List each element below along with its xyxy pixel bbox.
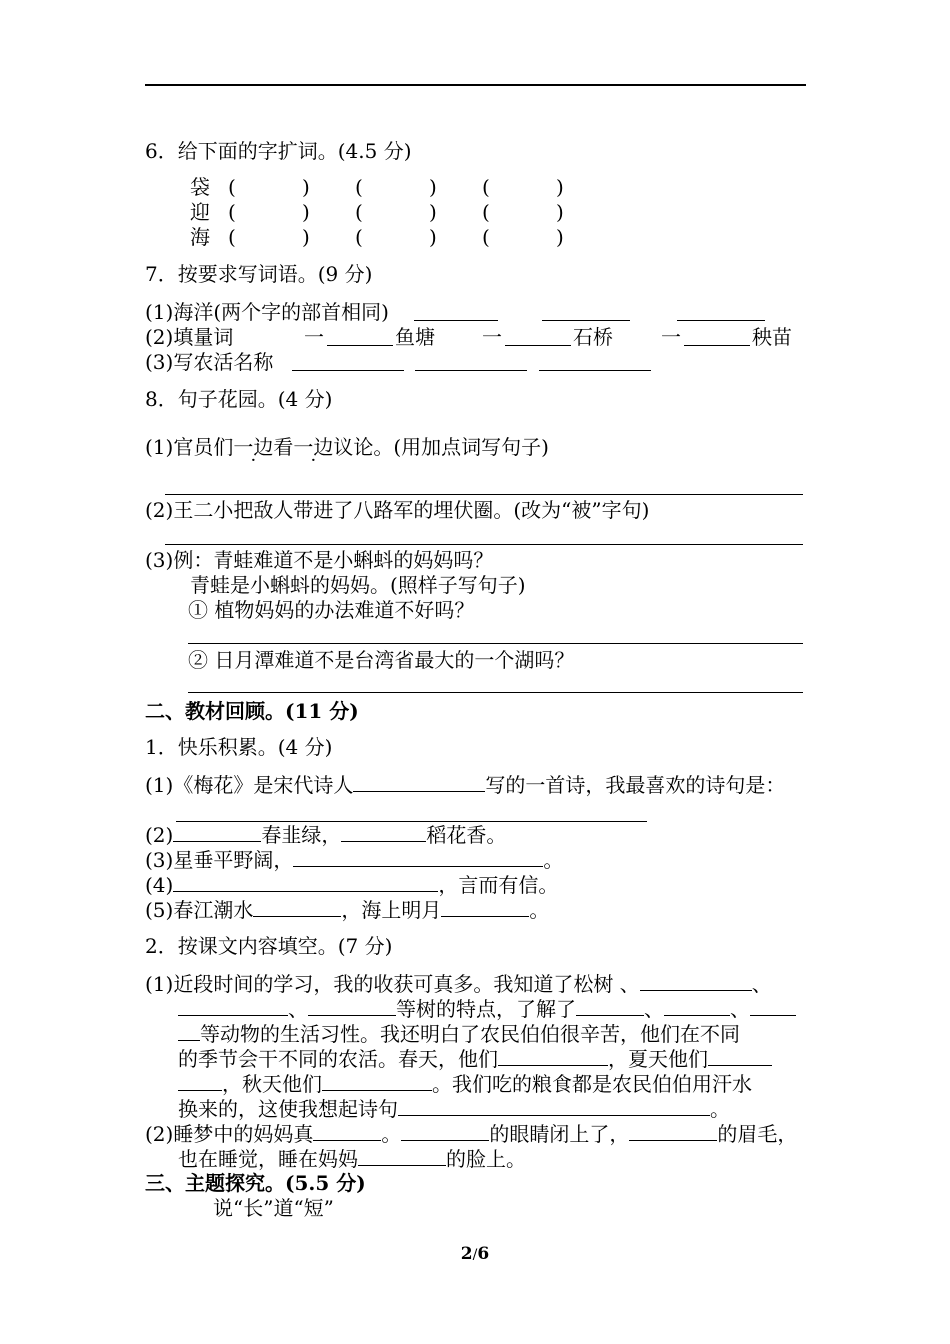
answer-blank[interactable] (358, 1147, 446, 1166)
paren-close: ) (302, 175, 310, 199)
text: 写的一首诗，我最喜欢的诗句是： (485, 773, 786, 797)
paren-open: ( (355, 200, 363, 224)
q8-sentence-2: (2)王二小把敌人带进了八路军的埋伏圈。(改为“被”字句) (145, 498, 650, 522)
text: (1)近段时间的学习，我的收获可真多。我知道了松树 、 (145, 972, 640, 996)
answer-blank[interactable] (750, 997, 796, 1016)
paren-open: ( (228, 225, 236, 249)
answer-line[interactable] (165, 544, 803, 545)
paren-close: ) (302, 200, 310, 224)
text: ，言而有信。 (438, 873, 559, 897)
paren-close: ) (302, 225, 310, 249)
text: 、 (288, 997, 308, 1021)
answer-blank[interactable] (684, 345, 750, 346)
answer-blank[interactable] (498, 1047, 608, 1066)
measure-yi: 一 (304, 325, 324, 349)
sec2-q1-line-4 (145, 873, 558, 897)
section-3-subtitle: 说“长”道“短” (213, 1196, 334, 1220)
text: 换来的，这使我想起诗句 (178, 1097, 398, 1121)
answer-line[interactable] (165, 494, 803, 495)
sec2-q1-title: 1．快乐积累。(4 分) (145, 735, 333, 759)
q7-line-3: (3)写农活名称 (145, 350, 274, 374)
text: (4) (145, 873, 174, 897)
answer-blank[interactable] (401, 1122, 489, 1141)
text: 的脸上。 (446, 1147, 526, 1171)
sec2-q1-line-1 (145, 773, 785, 797)
measure-yi: 一 (661, 325, 681, 349)
q8-sentence-3-model: 青蛙是小蝌蚪的妈妈。(照样子写句子) (190, 573, 526, 597)
q6-char: 袋 (190, 175, 210, 199)
answer-blank[interactable] (178, 1072, 222, 1091)
text: 看 (273, 435, 294, 459)
paren-open: ( (482, 225, 490, 249)
q6-char: 迎 (190, 200, 210, 224)
paren-close: ) (429, 175, 437, 199)
sec2-q2-sentence-2-cont (178, 1147, 526, 1171)
answer-blank[interactable] (178, 1022, 200, 1041)
text: ，海上明月 (341, 898, 442, 922)
measure-noun: 石桥 (573, 325, 613, 349)
answer-line[interactable] (176, 821, 647, 822)
paren-close: ) (556, 200, 564, 224)
paren-open: ( (355, 225, 363, 249)
answer-blank[interactable] (708, 1047, 772, 1066)
text: 。我们吃的粮食都是农民伯伯用汗水 (432, 1072, 752, 1096)
paren-close: ) (429, 225, 437, 249)
answer-blank[interactable] (173, 873, 438, 892)
measure-noun: 秧苗 (752, 325, 792, 349)
text: 。 (529, 898, 550, 922)
answer-line[interactable] (188, 692, 803, 693)
text: 春韭绿， (261, 823, 342, 847)
text: (1)官员们 (145, 435, 234, 459)
answer-blank[interactable] (293, 848, 543, 867)
sec2-q1-line-3 (145, 848, 563, 872)
text: 的眉毛， (717, 1122, 798, 1146)
text: 也在睡觉，睡在妈妈 (178, 1147, 358, 1171)
sec2-q2-para-3 (178, 1022, 740, 1046)
text: 等树的特点，了解了 (396, 997, 576, 1021)
text: 的眼睛闭上了， (489, 1122, 630, 1146)
answer-blank[interactable] (327, 345, 393, 346)
section-2-title: 二、教材回顾。(11 分) (145, 699, 359, 723)
measure-yi: 一 (482, 325, 502, 349)
page-number (0, 1244, 950, 1264)
text: 。 (543, 848, 564, 872)
answer-blank[interactable] (308, 997, 396, 1016)
text: 稻花香。 (426, 823, 507, 847)
section-3-title: 三、主题探究。(5.5 分) (145, 1171, 366, 1195)
answer-line[interactable] (188, 643, 803, 644)
answer-blank[interactable] (353, 773, 485, 792)
answer-blank[interactable] (178, 997, 288, 1016)
q8-sentence-1 (145, 435, 549, 459)
text: 、 (730, 997, 750, 1021)
answer-blank[interactable] (640, 972, 752, 991)
q7-line-2-prefix: (2)填量词 (145, 325, 234, 349)
text: 等动物的生活习性。我还明白了农民伯伯很辛苦，他们在不同 (200, 1022, 740, 1046)
answer-blank[interactable] (292, 370, 404, 371)
answer-blank[interactable] (664, 997, 730, 1016)
dotted-word: 一边 (233, 435, 274, 459)
paren-open: ( (228, 200, 236, 224)
text: 。 (381, 1122, 402, 1146)
q6-title: 6．给下面的字扩词。(4.5 分) (145, 139, 412, 163)
text: 的季节会干不同的农活。春天，他们 (178, 1047, 498, 1071)
q7-line-1: (1)海洋(两个字的部首相同) (145, 300, 389, 324)
text: (3)星垂平野阔， (145, 848, 294, 872)
text: 议论。(用加点词写句子) (333, 435, 549, 459)
q8-sentence-3-example: (3)例：青蛙难道不是小蝌蚪的妈妈吗？ (145, 548, 494, 572)
text: ，夏天他们 (608, 1047, 708, 1071)
text: (2)睡梦中的妈妈真 (145, 1122, 314, 1146)
sec2-q2-para-5 (178, 1072, 752, 1096)
q8-title: 8．句子花园。(4 分) (145, 387, 333, 411)
answer-blank[interactable] (173, 823, 261, 842)
text: 、 (751, 972, 772, 996)
answer-blank[interactable] (414, 320, 498, 321)
paren-open: ( (355, 175, 363, 199)
paren-open: ( (482, 200, 490, 224)
paren-close: ) (556, 175, 564, 199)
sec2-q1-line-2 (145, 823, 506, 847)
sec2-q2-sentence-2 (145, 1122, 797, 1146)
sec2-q2-para-4 (178, 1047, 772, 1071)
dotted-word: 一边 (293, 435, 334, 459)
paren-open: ( (228, 175, 236, 199)
answer-blank[interactable] (322, 1072, 432, 1091)
page-separator: / (472, 1247, 478, 1263)
paren-close: ) (556, 225, 564, 249)
answer-blank[interactable] (677, 320, 765, 321)
answer-blank[interactable] (542, 320, 630, 321)
sec2-q2-para-2 (178, 997, 796, 1021)
answer-blank[interactable] (539, 370, 651, 371)
paren-open: ( (482, 175, 490, 199)
text: (2) (145, 823, 174, 847)
total-pages: 6 (477, 1244, 490, 1264)
answer-blank[interactable] (341, 823, 426, 842)
text: ，秋天他们 (222, 1072, 322, 1096)
q8-sentence-3-item-2: ② 日月潭难道不是台湾省最大的一个湖吗？ (188, 648, 575, 672)
sec2-q1-line-5 (145, 898, 549, 922)
answer-blank[interactable] (576, 997, 644, 1016)
answer-blank[interactable] (441, 898, 529, 917)
current-page: 2 (460, 1244, 473, 1264)
sec2-q2-para-1 (145, 972, 772, 996)
answer-blank[interactable] (313, 1122, 381, 1141)
text: (5)春江潮水 (145, 898, 254, 922)
q8-sentence-3-item-1: ① 植物妈妈的办法难道不好吗？ (188, 598, 475, 622)
text: 、 (644, 997, 664, 1021)
answer-blank[interactable] (415, 370, 527, 371)
q6-char: 海 (190, 225, 210, 249)
text: 。 (710, 1097, 730, 1121)
answer-blank[interactable] (629, 1122, 717, 1141)
text: (1)《梅花》是宋代诗人 (145, 773, 354, 797)
top-rule (145, 84, 806, 86)
answer-blank[interactable] (398, 1097, 710, 1116)
q7-title: 7．按要求写词语。(9 分) (145, 262, 373, 286)
measure-noun: 鱼塘 (395, 325, 435, 349)
sec2-q2-title: 2．按课文内容填空。(7 分) (145, 934, 393, 958)
answer-blank[interactable] (505, 345, 571, 346)
paren-close: ) (429, 200, 437, 224)
answer-blank[interactable] (253, 898, 341, 917)
sec2-q2-para-6 (178, 1097, 730, 1121)
